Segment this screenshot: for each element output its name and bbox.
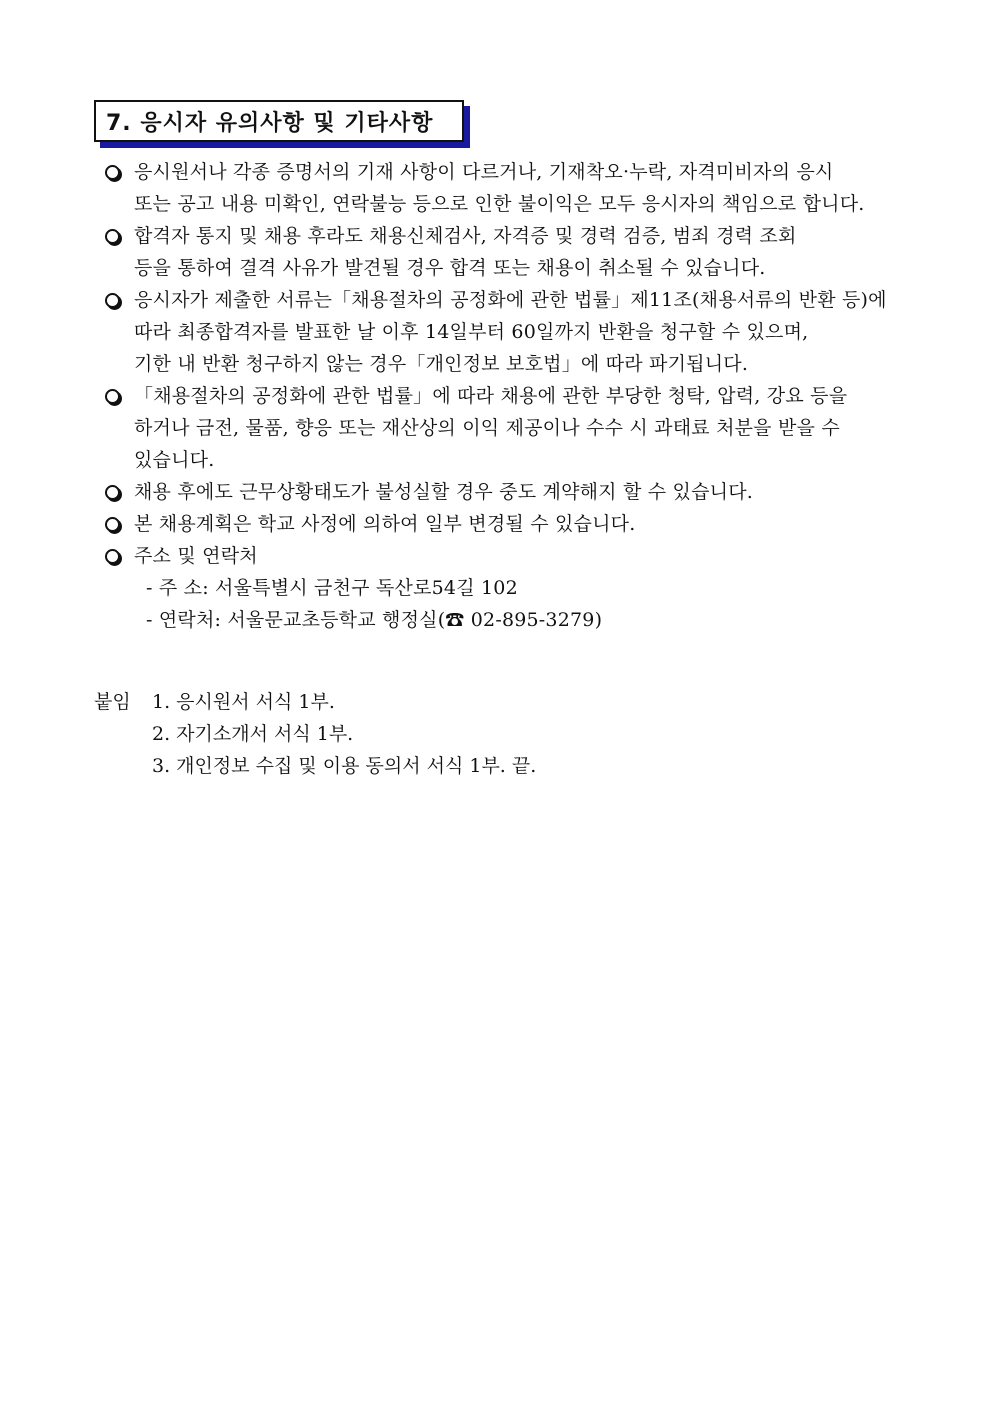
notice-line: 또는 공고 내용 미확인, 연락불능 등으로 인한 불이익은 모두 응시자의 책임으로 합니다.: [134, 193, 865, 215]
notice-line: 하거나 금전, 물품, 향응 또는 재산상의 이익 제공이나 수수 시 과태료 처분을 받을 수: [134, 417, 840, 439]
notice-item: [104, 220, 884, 284]
address-line: - 주 소: 서울특별시 금천구 독산로54길 102: [146, 577, 518, 599]
attachment-item: 2. 자기소개서 서식 1부.: [152, 723, 354, 745]
attachment-item: 3. 개인정보 수집 및 이용 동의서 서식 1부. 끝.: [152, 755, 537, 777]
circle-bullet-icon: [104, 284, 128, 316]
notice-line: 응시자가 제출한 서류는「채용절차의 공정화에 관한 법률」제11조(채용서류의 반환 등)에: [134, 289, 887, 311]
contact-item: [104, 540, 884, 636]
section-heading: [94, 100, 464, 142]
section-title: 7. 응시자 유의사항 및 기타사항: [106, 110, 434, 136]
circle-bullet-icon: [104, 476, 128, 508]
notice-item: [104, 508, 884, 540]
circle-bullet-icon: [104, 380, 128, 412]
notice-item: [104, 284, 887, 380]
phone-line: - 연락처: 서울문교초등학교 행정실(☎ 02-895-3279): [146, 609, 603, 631]
contact-heading: 주소 및 연락처: [134, 545, 258, 567]
notice-item: [104, 156, 884, 220]
notice-line: 따라 최종합격자를 발표한 날 이후 14일부터 60일까지 반환을 청구할 수 있으며,: [134, 321, 809, 343]
notice-line: 합격자 통지 및 채용 후라도 채용신체검사, 자격증 및 경력 검증, 범죄 경력 조회: [134, 225, 797, 247]
attachment-item: 1. 응시원서 서식 1부.: [152, 691, 335, 713]
circle-bullet-icon: [104, 156, 128, 188]
attachments-list: [152, 686, 536, 782]
notice-line: 채용 후에도 근무상황태도가 불성실할 경우 중도 계약해지 할 수 있습니다.: [134, 481, 754, 503]
notice-line: 기한 내 반환 청구하지 않는 경우「개인정보 보호법」에 따라 파기됩니다.: [134, 353, 749, 375]
notice-line: 있습니다.: [134, 449, 215, 471]
notice-line: 「채용절차의 공정화에 관한 법률」에 따라 채용에 관한 부당한 청탁, 압력, 강요 등을: [134, 385, 848, 407]
notice-line: 등을 통하여 결격 사유가 발견될 경우 합격 또는 채용이 취소될 수 있습니다.: [134, 257, 766, 279]
notice-line: 본 채용계획은 학교 사정에 의하여 일부 변경될 수 있습니다.: [134, 513, 636, 535]
notice-line: 응시원서나 각종 증명서의 기재 사항이 다르거나, 기재착오·누락, 자격미비자의 응시: [134, 161, 834, 183]
attachments-label: 붙임: [94, 691, 131, 713]
circle-bullet-icon: [104, 540, 128, 572]
section-heading-box: [94, 100, 464, 142]
notice-item: [104, 380, 884, 476]
notice-list: [104, 156, 887, 636]
circle-bullet-icon: [104, 220, 128, 252]
circle-bullet-icon: [104, 508, 128, 540]
notice-item: [104, 476, 884, 508]
